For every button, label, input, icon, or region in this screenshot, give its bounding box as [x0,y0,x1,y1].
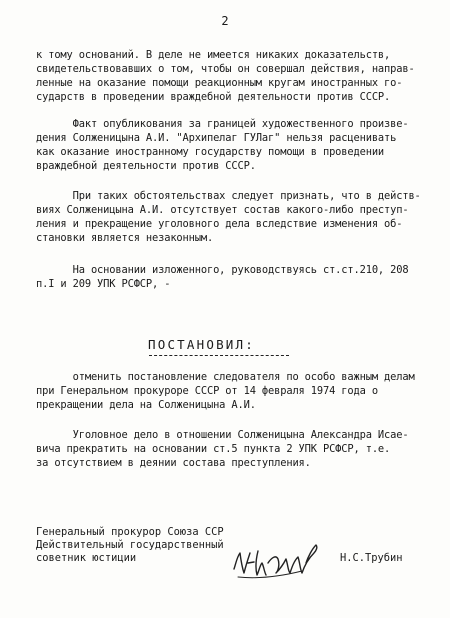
signature-block [36,526,224,565]
signer-title-line: Генеральный прокурор Союза ССР [36,526,224,538]
text-line: дения Солженицына А.И. "Архипелаг ГУЛаг" нельзя расценивать [36,132,397,144]
text-line: свидетельствовавших о том, чтобы он совершал действия, направ- [36,63,415,75]
text-line: п.I и 209 УПК РСФСР, - [36,278,171,290]
text-line: как оказание иностранному государству помощи в проведении [36,146,385,158]
text-line: виях Солженицына А.И. отсутствует состав какого-либо преступ- [36,204,409,216]
title-underline [149,355,289,356]
paragraph-4 [36,263,428,291]
text-line: за отсутствием в деянии состава преступления. [36,457,311,469]
paragraph-5 [36,370,428,412]
handwritten-signature [228,533,323,585]
text-line: Факт опубликования за границей художественного произве- [36,118,409,130]
paragraph-3 [36,189,428,245]
text-line: Уголовное дело в отношении Солженицына Александра Исае- [36,429,409,441]
paragraph-2 [36,117,428,173]
text-line: отменить постановление следователя по особо важным делам [36,371,415,383]
text-line: враждебной деятельности против СССР. [36,160,256,172]
text-line: ленные на оказание помощи реакционным кругам иностранных го- [36,77,403,89]
text-line: ления и прекращение уголовного дела вследствие изменения об- [36,218,403,230]
page-number: 2 [221,14,229,28]
text-line: к тому оснований. В деле не имеется никаких доказательств, [36,49,391,61]
signer-title-line: Действительный государственный [36,539,224,551]
text-line: При таких обстоятельствах следует признать, что в действ- [36,190,421,202]
paragraph-6 [36,428,428,470]
text-line: прекращении дела на Солженицына А.И. [36,399,256,411]
signer-name: Н.С.Трубин [340,552,403,564]
text-line: На основании изложенного, руководствуясь ст.ст.210, 208 [36,264,409,276]
signer-title-line: советник юстиции [36,552,137,564]
paragraph-1 [36,48,428,104]
text-line: становки является незаконным. [36,232,214,244]
text-line: при Генеральном прокуроре СССР от 14 февраля 1974 года о [36,385,378,397]
text-line: сударств в проведении враждебной деятельности против СССР. [36,91,391,103]
resolution-title: ПОСТАНОВИЛ: [148,337,255,352]
text-line: вича прекратить на основании ст.5 пункта 2 УПК РСФСР, т.е. [36,443,391,455]
